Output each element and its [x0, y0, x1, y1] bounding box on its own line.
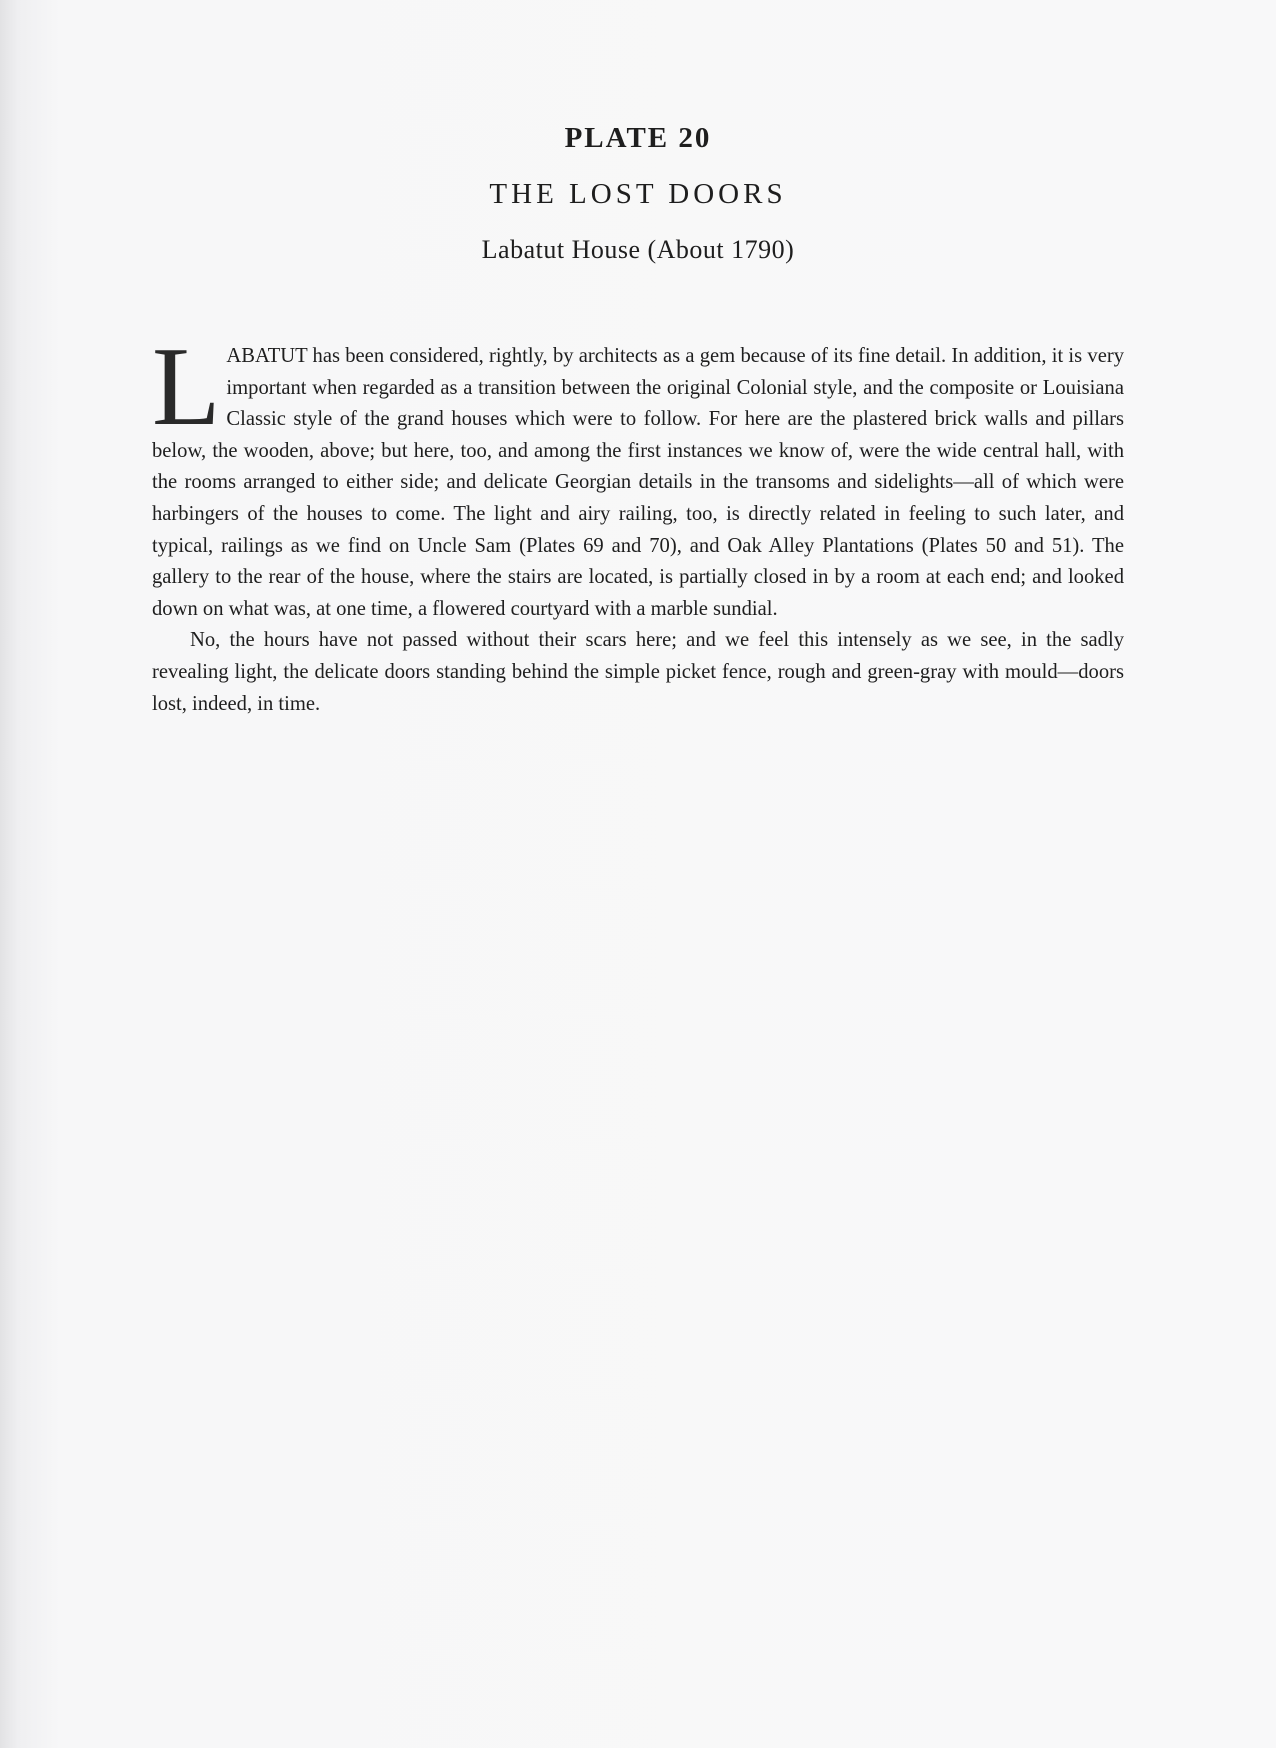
paragraph-one-text: ABATUT has been considered, rightly, by architects as a gem because of its fine detail. In addition, it is very important when regarded as a transition between the original Colonial style, and the composite or Louisiana Classic style of the grand houses which were to follow. For here are the plastered brick walls and pillars below, the wooden, above; but here, too, and among the first instances we know of, were the wide central hall, with the rooms arranged to either side; and delicate Georgian details in the transoms and sidelights—all of which were harbingers of the houses to come. The light and airy railing, too, is directly related in feeling to such later, and typical, railings as we find on Uncle Sam (Plates 69 and 70), and Oak Alley Plantations (Plates 50 and 51). The gallery to the rear of the house, where the stairs are located, is partially closed in by a room at each end; and looked down on what was, at one time, a flowered courtyard with a marble sundial.: [152, 345, 1124, 620]
plate-subtitle: Labatut House (About 1790): [481, 235, 795, 264]
plate-title: THE LOST DOORS: [489, 178, 787, 210]
plate-header: [0, 118, 1276, 268]
plate-number: PLATE 20: [564, 122, 712, 154]
paragraph-two: No, the hours have not passed without their scars here; and we feel this intensely as we see, in the sadly revealing light, the delicate doors standing behind the simple picket fence, rough and green-gray with mould—doors lost, indeed, in time.: [152, 629, 1124, 715]
body-text: [152, 325, 1124, 720]
paragraph-one: [152, 325, 1124, 625]
drop-cap: L: [152, 325, 221, 449]
